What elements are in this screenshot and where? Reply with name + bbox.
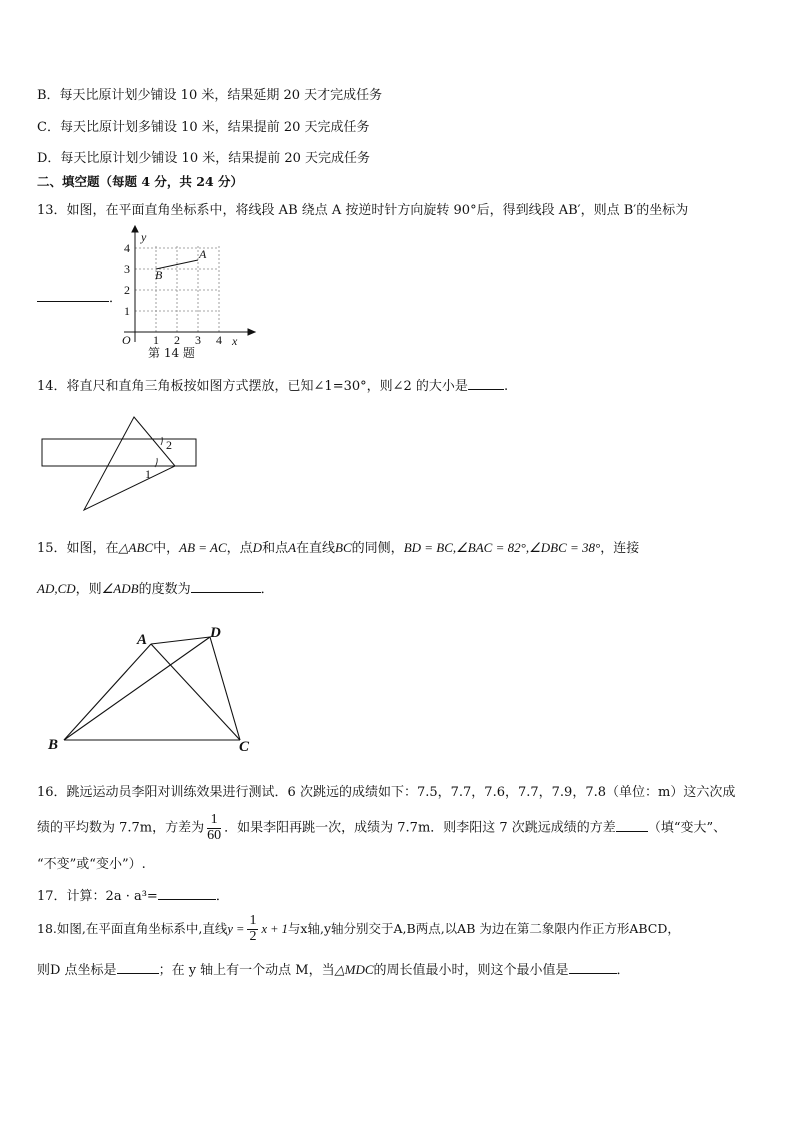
q15-text: 的同侧， <box>351 541 404 556</box>
q15-text: 中， <box>153 541 180 556</box>
q16-line2 <box>37 813 726 844</box>
q15-text: ，点 <box>226 541 253 556</box>
q14-after-blank: . <box>503 379 509 394</box>
q13-x-tick: 2 <box>174 333 180 347</box>
q14-line <box>37 375 508 394</box>
q15-math: ∠ADB <box>101 581 139 596</box>
q18-frac-numerator: 1 <box>249 913 257 929</box>
q13-y-tick: 4 <box>124 241 130 255</box>
q15-math: AB = AC <box>179 540 227 555</box>
q18-text: 则D 点坐标是 <box>37 963 117 978</box>
q15-math: BD = BC,∠BAC = 82°,∠DBC = 38° <box>403 540 601 555</box>
q16-line3: “不变”或“变小”）. <box>37 857 146 872</box>
q13-text: 13．如图，在平面直角坐标系中，将线段 AB 绕点 A 按逆时针方向旋转 90°后，得到线段 AB′，则点 B′的坐标为 <box>37 203 689 218</box>
q18-blank-2[interactable] <box>569 960 617 974</box>
q13-blank[interactable] <box>37 288 109 302</box>
q13-x-tick: 1 <box>153 333 159 347</box>
q13-y-tick: 3 <box>124 262 130 276</box>
q18-math: x + 1 <box>261 922 288 936</box>
q16-frac-denominator: 60 <box>207 827 222 843</box>
q16-text: （填“变大”、 <box>647 820 727 836</box>
section-heading: 二、填空题（每题 4 分，共 24 分） <box>37 174 244 189</box>
q13-point-a-label: A <box>199 247 207 261</box>
q15-label-a: A <box>137 632 148 648</box>
q16-text: ．如果李阳再跳一次，成绩为 7.7m．则李阳这 7 次跳远成绩的方差 <box>224 820 616 836</box>
q15-math: A <box>288 540 297 555</box>
q18-math: y = <box>227 922 245 936</box>
q14-ruler <box>42 439 196 466</box>
q18-text: 的周长值最小时，则这个最小值是 <box>373 963 569 978</box>
q15-figure <box>40 620 270 760</box>
q15-segment-ab <box>64 644 151 740</box>
q18-fraction <box>247 914 258 944</box>
q13-point-b-label: B <box>155 268 163 282</box>
q13-y-tick: 1 <box>124 304 130 318</box>
q16-line1: 16．跳远运动员李阳对训练效果进行测试．6 次跳远的成绩如下：7.5，7.7，7.6，7.7，7.9，7.8（单位：m）这六次成 <box>37 785 736 800</box>
q14-angle-2-label: 2 <box>166 438 172 452</box>
q15-blank[interactable] <box>191 579 261 593</box>
q15-text: 在直线 <box>296 541 336 556</box>
q18-blank-1[interactable] <box>117 960 159 974</box>
q15-segment-ac <box>151 644 240 740</box>
q16-fraction <box>207 813 221 843</box>
q15-label-c: C <box>239 739 250 755</box>
q15-text: 的度数为 <box>138 582 191 597</box>
q13-x-axis-label: x <box>232 334 238 348</box>
option-c: C．每天比原计划多铺设 10 米，结果提前 20 天完成任务 <box>37 120 370 135</box>
option-d: D．每天比原计划少铺设 10 米，结果提前 20 天完成任务 <box>37 151 371 166</box>
q14-blank[interactable] <box>468 376 504 390</box>
q15-segment-bd <box>64 637 210 740</box>
q13-x-tick: 3 <box>195 333 201 347</box>
q18-line2 <box>37 959 630 978</box>
q17-text: 17．计算：2a · a³= <box>37 889 158 904</box>
q15-math: AD,CD <box>37 581 76 596</box>
q13-grid <box>135 246 219 332</box>
q16-frac-numerator: 1 <box>207 813 221 829</box>
q14-text: 14．将直尺和直角三角板按如图方式摆放，已知∠1=30°，则∠2 的大小是 <box>37 379 468 394</box>
q15-label-b: B <box>48 737 59 753</box>
q15-math: BC <box>335 540 352 555</box>
q13-origin-label: O <box>122 333 131 347</box>
q15-after-blank: ． <box>260 582 274 597</box>
q17-after-blank: ． <box>215 889 229 904</box>
q13-figure-caption: 第 14 题 <box>148 346 195 360</box>
q18-text: 18.如图,在平面直角坐标系中,直线 <box>37 921 228 936</box>
q15-text: 和点 <box>262 541 289 556</box>
q18-frac-denominator: 2 <box>249 929 257 944</box>
q16-text: 绩的平均数为 7.7m，方差为 <box>37 820 205 836</box>
q13-y-axis-label: y <box>141 230 147 244</box>
q15-label-d: D <box>210 625 221 641</box>
q15-line2 <box>37 578 274 597</box>
q16-blank[interactable] <box>616 818 648 832</box>
option-b: B．每天比原计划少铺设 10 米，结果延期 20 天才完成任务 <box>37 88 383 103</box>
q14-ruler-triangle-figure <box>40 412 202 516</box>
q13-coordinate-graph <box>110 226 260 362</box>
q13-x-tick: 4 <box>216 333 222 347</box>
q14-angle-2-arc <box>161 437 162 445</box>
q14-triangle <box>84 417 175 510</box>
q15-math: △ABC <box>118 540 154 555</box>
q18-math: △MDC <box>334 962 374 977</box>
q18-line1 <box>37 914 680 945</box>
q15-text: ，则 <box>75 582 102 597</box>
q15-math: D <box>252 540 263 555</box>
q15-text: ，连接 <box>600 541 640 556</box>
q17-blank[interactable] <box>158 886 216 900</box>
q18-text: ；在 y 轴上有一个动点 M，当 <box>158 963 335 978</box>
q18-text: 与x轴,y轴分别交于A,B两点,以AB 为边在第二象限内作正方形ABCD， <box>287 921 680 936</box>
q13-after-blank: ． <box>109 291 123 306</box>
q17-line <box>37 885 229 904</box>
q15-text: 15．如图，在 <box>37 541 119 556</box>
q14-angle-1-label: 1 <box>145 467 151 481</box>
q18-after-blank: ． <box>616 963 630 978</box>
q15-line1 <box>37 537 639 556</box>
q13-y-tick: 2 <box>124 283 130 297</box>
